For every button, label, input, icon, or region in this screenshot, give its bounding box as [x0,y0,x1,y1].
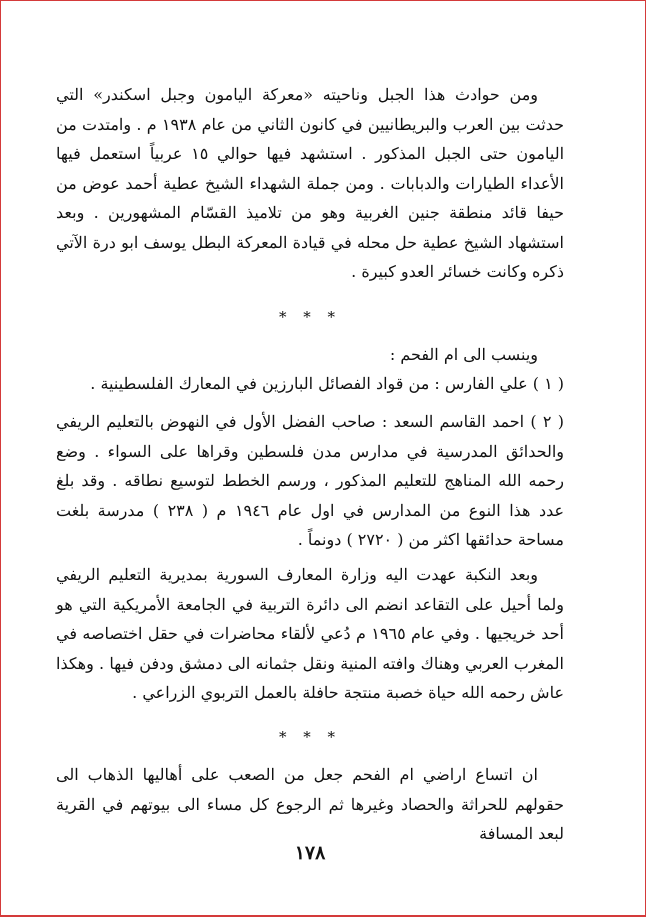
paragraph-notable-1: ( ١ ) علي الفارس : من قواد الفصائل البارزين في المعارك الفلسطينية . [90,374,564,393]
paragraph-battle: ومن حوادث هذا الجبل وناحيته «معركة اليامون وجبل اسكندر» التي حدثت بين العرب والبريطانيين في كانون الثاني من عام ١٩٣٨ م . وامتدت من اليامون حتى الجبل المذكور . استشهد فيها حوالي ١٥ عربياً استعمل فيها الأعداء الطيارات والدبابات . ومن جملة الشهداء الشيخ عطية أحمد عوض من حيفا قائد منطقة جنين الغربية وهو من تلاميذ القسّام المشهورين . وبعد استشهاد الشيخ عطية حل محله في قيادة المعركة البطل يوسف ابو درة الآتي ذكره وكانت خسائر العدو كبيرة . [56,85,565,281]
paragraph-notable-2: ( ٢ ) احمد القاسم السعد : صاحب الفضل الأول في النهوض بالتعليم الريفي والحدائق المدرسية في مدارس مدن فلسطين وقراها على السواء . وضع رحمه الله المناهج للتعليم المذكور ، ورسم الخطط لتوسيع نطاقه . وقد بلغ عدد هذا النوع من المدارس في اول عام ١٩٤٦ م ( ٢٣٨ ) مدرسة بلغت مساحة حدائقها اكثر من ( ٢٧٢٠ ) دونماً . [56,412,565,549]
section-separator: * * * [278,728,342,746]
paragraph-notable-2-continued: وبعد النكبة عهدت اليه وزارة المعارف السورية بمديرية التعليم الريفي ولما أحيل على التقاعد انضم الى دائرة التربية في الجامعة الأمريكية التي هو أحد خريجيها . وفي عام ١٩٦٥ م دُعي لألقاء محاضرات في حقل اختصاصه في المغرب العربي وهناك وافته المنية ونقل جثمانه الى دمشق ودفن فيها . وهكذا عاش رحمه الله حياة خصبة منتجة حافلة بالعمل التربوي الزراعي . [56,565,565,702]
page-number: ١٧٨ [294,842,326,864]
paragraph-lands: ان اتساع اراضي ام الفحم جعل من الصعب على أهاليها الذهاب الى حقولهم للحراثة والحصاد وغيرها ثم الرجوع كل مساء الى بيوتهم في القرية لبعد المسافة [56,765,564,843]
paragraph-intro-notables: وينسب الى ام الفحم : [389,345,538,364]
section-separator: * * * [278,308,342,326]
